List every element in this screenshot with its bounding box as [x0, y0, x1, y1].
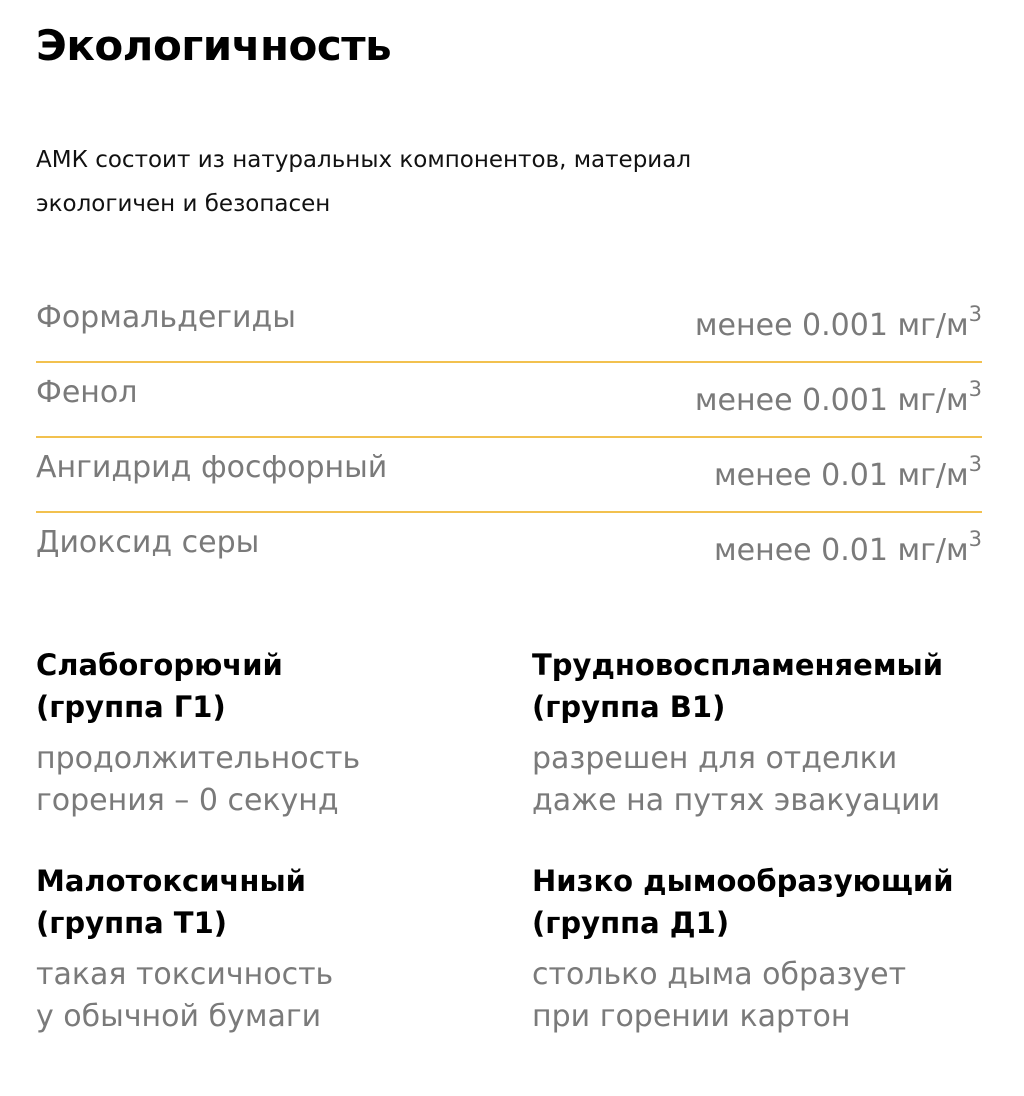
property-description: столько дыма образует при горении картон — [532, 957, 907, 1034]
property-title: Трудновоспламеняемый (группа В1) — [532, 648, 944, 724]
property-title: Слабогорючий (группа Г1) — [36, 648, 283, 724]
emission-row-formaldehyde — [36, 288, 982, 363]
emission-label: Ангидрид фосфорный — [36, 450, 388, 485]
emission-value: менее 0.01 $мг/м^3$ — [714, 527, 982, 568]
property-title: Малотоксичный (группа Т1) — [36, 864, 307, 940]
property-smoke — [532, 860, 996, 1038]
property-title: Низко дымообразующий (группа Д1) — [532, 864, 954, 940]
page-title: Экологичность — [36, 21, 392, 70]
emission-value: менее 0.01 $мг/м^3$ — [714, 452, 982, 493]
emission-value: менее 0.001 $мг/м^3$ — [694, 377, 982, 418]
intro-line-1: АМК состоит из натуральных компонентов, материал — [36, 147, 692, 173]
property-description: продолжительность горения – 0 секунд — [36, 741, 361, 818]
emissions-table — [36, 288, 982, 586]
property-toxicity — [36, 860, 532, 1038]
emission-row-phosphoric-anhydride — [36, 438, 982, 513]
property-ignitability — [532, 644, 996, 822]
intro-text — [36, 138, 796, 226]
properties-grid — [36, 644, 996, 1038]
property-description: такая токсичность у обычной бумаги — [36, 957, 334, 1034]
emission-label: Фенол — [36, 375, 138, 410]
emission-label: Формальдегиды — [36, 300, 296, 335]
property-flammability — [36, 644, 532, 822]
emission-value: менее 0.001 $мг/м^3$ — [694, 302, 982, 343]
property-description: разрешен для отделки даже на путях эвакуации — [532, 741, 941, 818]
emission-row-phenol — [36, 363, 982, 438]
emission-label: Диоксид серы — [36, 525, 260, 560]
emission-row-sulfur-dioxide — [36, 513, 982, 586]
intro-line-2: экологичен и безопасен — [36, 191, 331, 217]
